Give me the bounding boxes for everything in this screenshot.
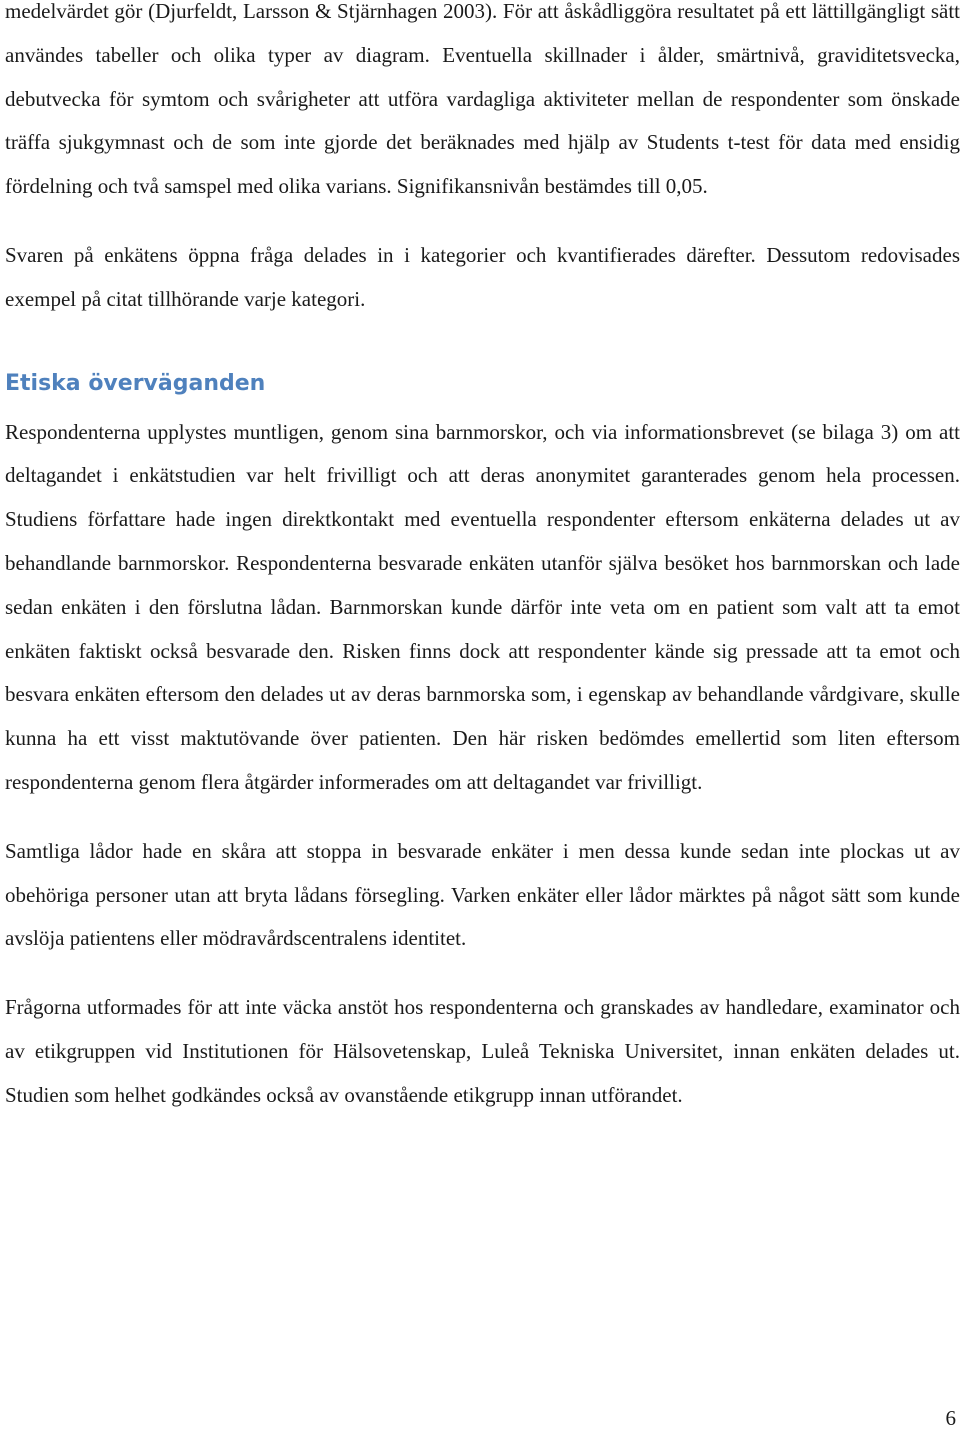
paragraph-review: Frågorna utformades för att inte väcka anstöt hos respondenterna och granskades av handledare, examinator och av etikgruppen vid Institutionen för Hälsovetenskap, Luleå Tekniska Universitet, innan enkäten delades ut. Studien som helhet godkändes också av ovanstående etikgrupp innan utförandet. [5, 995, 960, 1107]
paragraph-boxes: Samtliga lådor hade en skåra att stoppa in besvarade enkäter i men dessa kunde sedan inte plockas ut av obehöriga personer utan att bryta lådans försegling. Varken enkäter eller lådor märktes på något sätt som kunde avslöja patientens eller mödravårdscentralens identitet. [5, 838, 960, 951]
page-number: 6 [945, 1406, 956, 1430]
paragraph-open-question: Svaren på enkätens öppna fråga delades in i kategorier och kvantifierades därefter. Dessutom redovisades exempel på citat tillhörande varje kategori. [5, 242, 960, 311]
paragraph-consent: Respondenterna upplystes muntligen, genom sina barnmorskor, och via informationsbrevet (se bilaga 3) om att deltagandet i enkätstudien var helt frivilligt och att deras anonymitet garanterades genom hela processen. Studiens författare hade ingen direktkontakt med eventuella respondenter eftersom enkäterna delades ut av behandlande barnmorskor. Respondenterna besvarade enkäten utanför själva besöket hos barnmorskan och lade sedan enkäten i den förslutna lådan. Barnmorskan kunde därför inte veta om en patient som valt att ta emot enkäten faktiskt också besvarade den. Risken finns dock att respondenter kände sig pressade att ta emot och besvara enkäten eftersom den delades ut av deras barnmorska som, i egenskap av behandlande vårdgivare, skulle kunna ha ett visst maktutövande över patienten. Den här risken bedömdes emellertid som liten eftersom respondenterna genom flera åtgärder informerades om att deltagandet var frivilligt. [5, 419, 960, 794]
document-page [5, 0, 960, 1118]
section-heading-ethics: Etiska överväganden [5, 370, 266, 396]
paragraph-statistics: medelvärdet gör (Djurfeldt, Larsson & Stjärnhagen 2003). För att åskådliggöra resultatet på ett lättillgängligt sätt användes tabeller och olika typer av diagram. Eventuella skillnader i ålder, smärtnivå, graviditetsvecka, debutvecka för symtom och svårigheter att utföra vardagliga aktiviteter mellan de respondenter som önskade träffa sjukgymnast och de som inte gjorde det beräknades med hjälp av Students t-test för data med ensidig fördelning och två samspel med olika varians. Signifikansnivån bestämdes till 0,05. [5, 0, 960, 199]
